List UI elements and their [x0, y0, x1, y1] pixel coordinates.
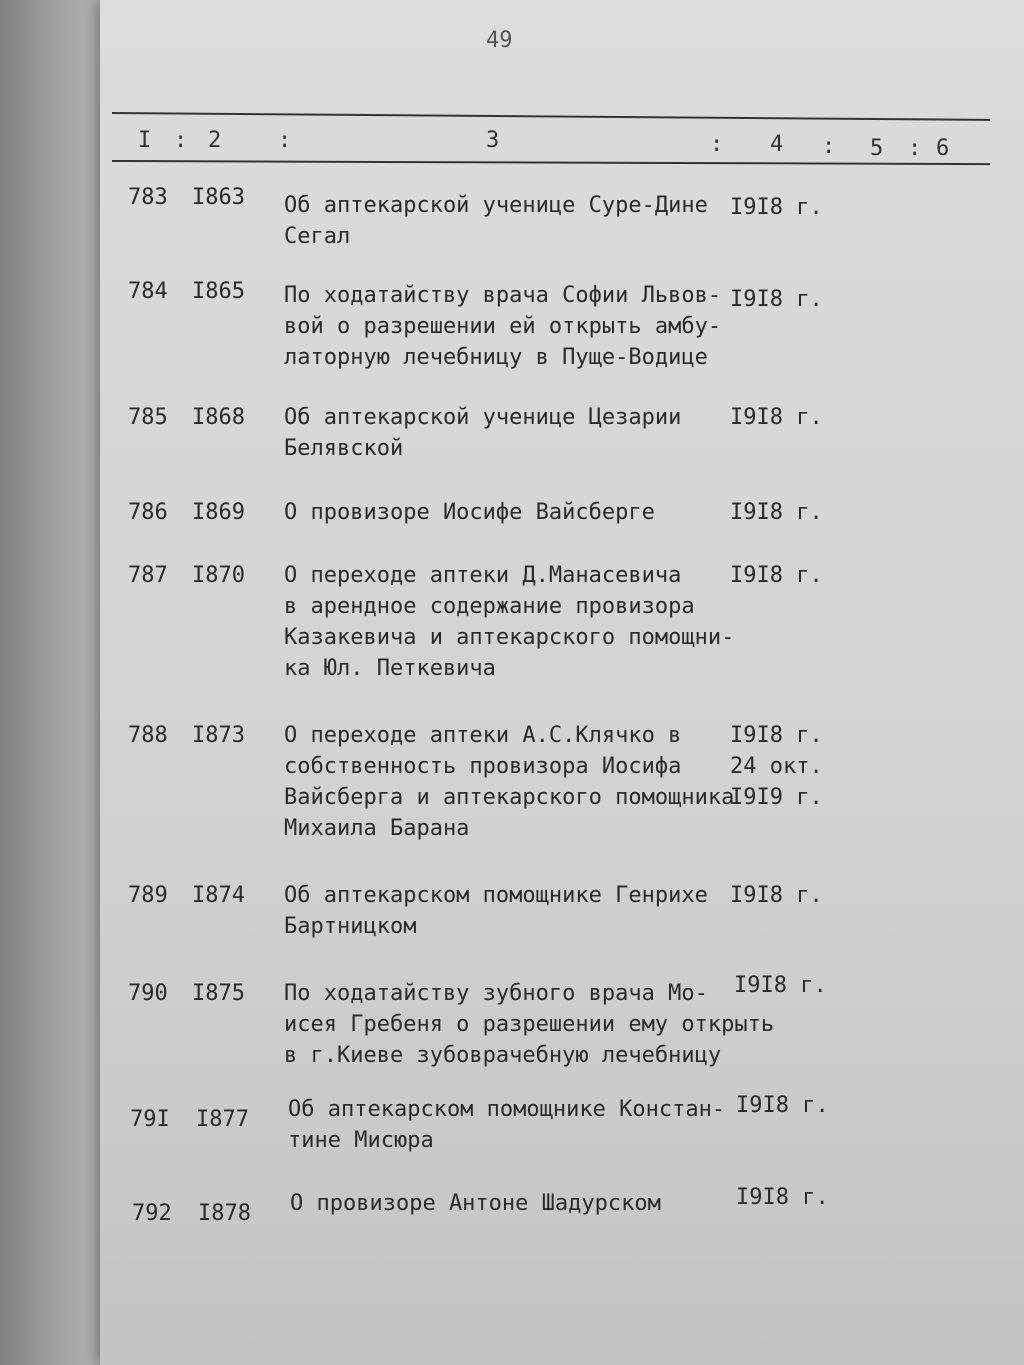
- header-rule-top: [112, 112, 990, 121]
- record-title: [284, 720, 735, 844]
- title-line: О переходе аптеки А.С.Клячко в: [284, 723, 682, 748]
- title-line: Казакевича и аптекарского помощни-: [284, 625, 735, 650]
- title-line: ка Юл. Петкевича: [284, 656, 496, 681]
- title-line: Михаила Барана: [284, 816, 470, 841]
- date-line: I9I8 г.: [730, 287, 823, 312]
- header-col-3: 3: [486, 128, 500, 153]
- record-number: 786: [128, 500, 168, 525]
- header-sep: :: [822, 134, 836, 159]
- title-line: О переходе аптеки Д.Манасевича: [284, 563, 682, 588]
- header-col-4: 4: [770, 132, 784, 157]
- header-sep: :: [710, 132, 724, 157]
- date-line: I9I8 г.: [736, 1185, 829, 1210]
- title-line: Бартницком: [284, 914, 417, 939]
- title-line: вой о разрешении ей открыть амбу-: [284, 314, 722, 339]
- title-line: Белявской: [284, 436, 404, 461]
- title-line: Об аптекарской ученице Цезарии: [284, 405, 682, 430]
- record-number: 792: [132, 1201, 172, 1226]
- date-line: I9I8 г.: [730, 500, 823, 525]
- record-date: [730, 720, 823, 813]
- title-line: Вайсберга и аптекарского помощника: [284, 785, 735, 810]
- record-number: 790: [128, 981, 168, 1006]
- record-number: 789: [128, 883, 168, 908]
- record-title: [290, 1188, 730, 1219]
- title-line: По ходатайству зубного врача Мо-: [284, 981, 708, 1006]
- record-title: [284, 402, 724, 464]
- record-number: 788: [128, 723, 168, 748]
- date-line: 24 окт.: [730, 754, 823, 779]
- record-title: [284, 560, 735, 684]
- record-title: [284, 280, 724, 373]
- file-number: I863: [192, 185, 245, 210]
- title-line: Об аптекарском помощнике Генрихе: [284, 883, 708, 908]
- record-date: [730, 497, 823, 528]
- file-number: I877: [196, 1107, 249, 1132]
- file-number: I869: [192, 500, 245, 525]
- file-number: I874: [192, 883, 245, 908]
- file-number: I875: [192, 981, 245, 1006]
- date-line: I9I8 г.: [730, 195, 823, 220]
- title-line: О провизоре Иосифе Вайсберге: [284, 500, 655, 525]
- title-line: Сегал: [284, 224, 351, 249]
- header-rule-bottom: [112, 160, 990, 165]
- title-line: в арендное содержание провизора: [284, 594, 695, 619]
- header-sep: :: [174, 128, 188, 153]
- file-number: I868: [192, 405, 245, 430]
- record-number: 79I: [130, 1107, 170, 1132]
- date-line: I9I8 г.: [734, 973, 827, 998]
- title-line: латорную лечебницу в Пуще-Водице: [284, 345, 708, 370]
- header-col-5: 5: [870, 136, 884, 161]
- record-number: 783: [128, 185, 168, 210]
- document-page: [100, 0, 1024, 1365]
- date-line: I9I8 г.: [736, 1093, 829, 1118]
- record-date: [734, 970, 827, 1001]
- header-sep: :: [908, 136, 922, 161]
- record-number: 785: [128, 405, 168, 430]
- title-line: тине Мисюра: [288, 1128, 434, 1153]
- date-line: I9I9 г.: [730, 785, 823, 810]
- book-spine-shadow: [0, 0, 100, 1365]
- file-number: I878: [198, 1201, 251, 1226]
- date-line: I9I8 г.: [730, 405, 823, 430]
- title-line: в г.Киеве зубоврачебную лечебницу: [284, 1043, 722, 1068]
- title-line: исея Гребеня о разрешении ему открыть: [284, 1012, 775, 1037]
- title-line: О провизоре Антоне Шадурском: [290, 1191, 661, 1216]
- record-date: [730, 192, 823, 223]
- header-col-6: 6: [936, 136, 950, 161]
- date-line: I9I8 г.: [730, 563, 823, 588]
- record-number: 784: [128, 279, 168, 304]
- title-line: По ходатайству врача Софии Львов-: [284, 283, 722, 308]
- file-number: I870: [192, 563, 245, 588]
- record-title: [284, 978, 775, 1071]
- record-date: [730, 880, 823, 911]
- file-number: I865: [192, 279, 245, 304]
- date-line: I9I8 г.: [730, 723, 823, 748]
- record-date: [730, 402, 823, 433]
- header-col-1: I: [138, 128, 152, 153]
- record-title: [284, 880, 724, 942]
- record-number: 787: [128, 563, 168, 588]
- page-number: 49: [486, 28, 513, 53]
- record-title: [288, 1094, 728, 1156]
- record-title: [284, 497, 724, 528]
- file-number: I873: [192, 723, 245, 748]
- date-line: I9I8 г.: [730, 883, 823, 908]
- record-date: [736, 1090, 829, 1121]
- record-title: [284, 190, 724, 252]
- record-date: [736, 1182, 829, 1213]
- header-col-2: 2: [208, 128, 222, 153]
- title-line: Об аптекарском помощнике Констан-: [288, 1097, 726, 1122]
- title-line: Об аптекарской ученице Суре-Дине: [284, 193, 708, 218]
- title-line: собственность провизора Иосифа: [284, 754, 682, 779]
- header-sep: :: [278, 128, 292, 153]
- record-date: [730, 560, 823, 591]
- record-date: [730, 284, 823, 315]
